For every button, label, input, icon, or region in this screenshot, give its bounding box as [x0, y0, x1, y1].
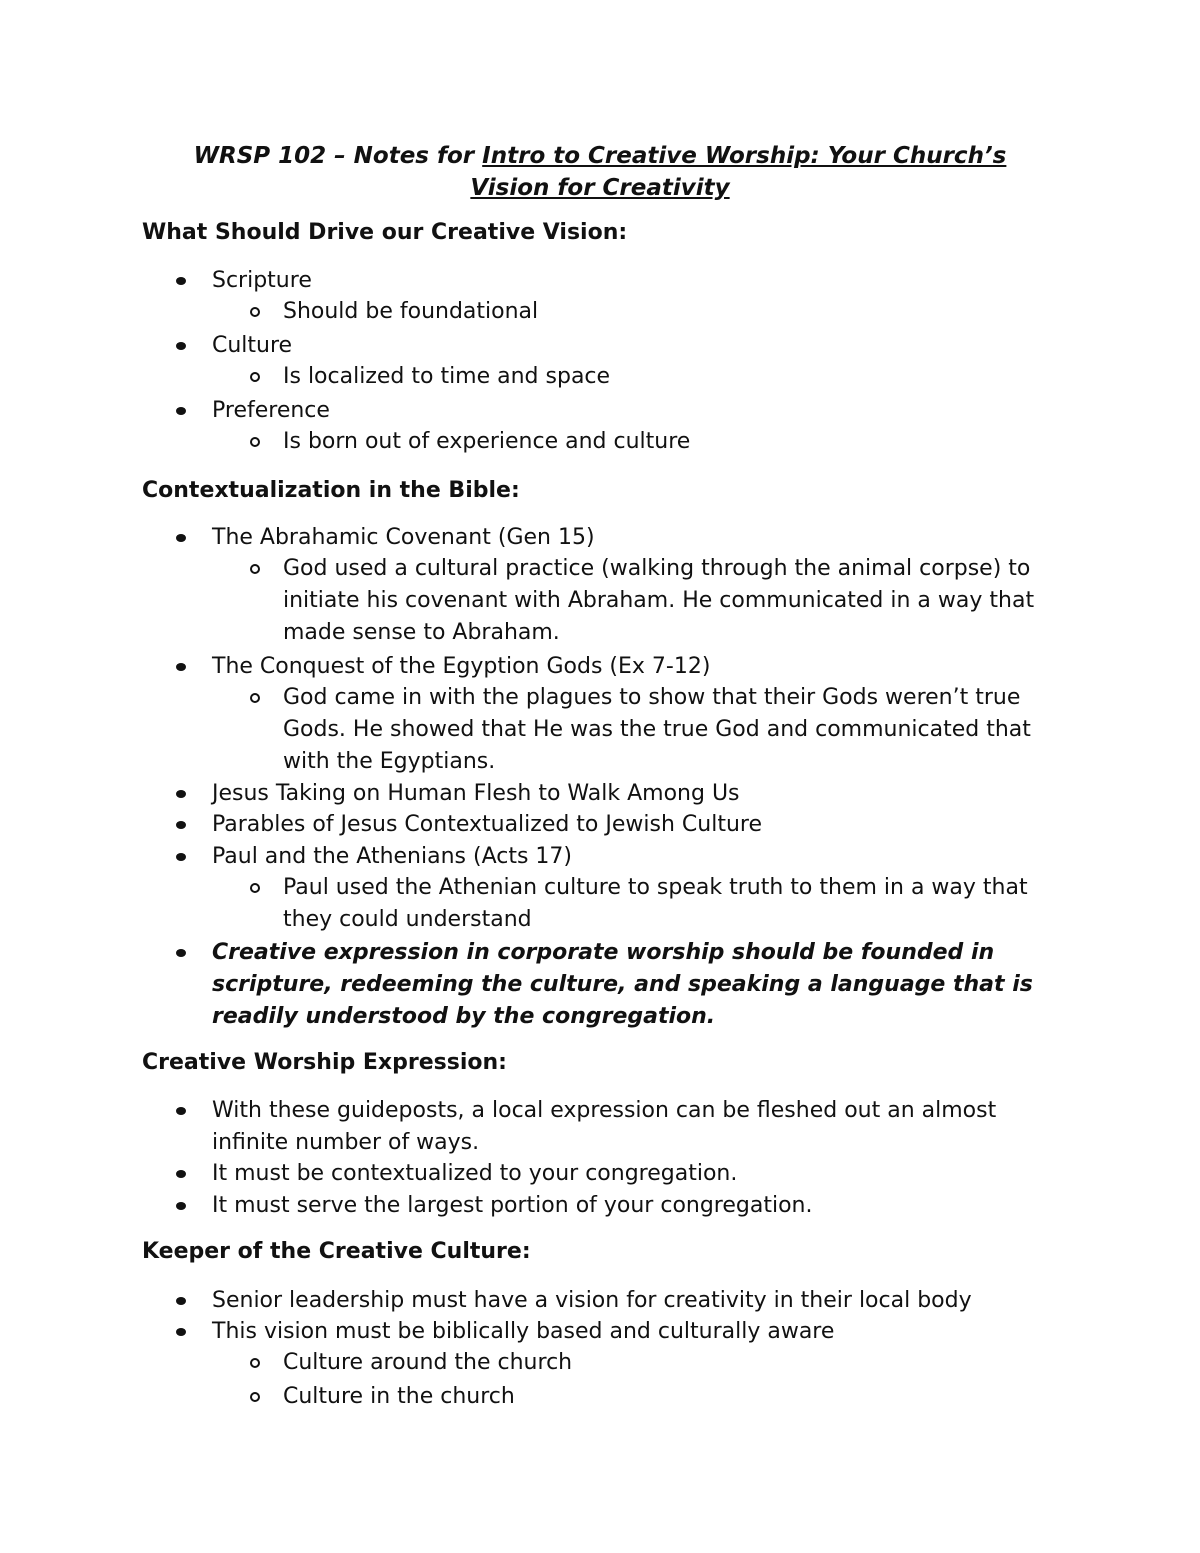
bullet-icon: [176, 1202, 186, 1210]
circle-bullet-icon: [250, 1358, 260, 1368]
circle-bullet-icon: [250, 1392, 260, 1402]
sub-list-item: Is localized to time and space: [283, 361, 1073, 393]
circle-bullet-icon: [250, 693, 260, 703]
bullet-icon: [176, 853, 186, 861]
sub-list-item: God used a cultural practice (walking through the animal corpse) to initiate his covenant with Abraham. He communicated in a way that made sense to Abraham.: [283, 553, 1073, 649]
title-underlined-line1: Intro to Creative Worship: Your Church’s: [482, 143, 1007, 169]
sub-list-item: God came in with the plagues to show that their Gods weren’t true Gods. He showed that He was the true God and communicated that with the Egyptians.: [283, 682, 1073, 778]
section-heading: Creative Worship Expression:: [142, 1050, 507, 1075]
bullet-icon: [176, 949, 186, 957]
list-item: Jesus Taking on Human Flesh to Walk Among Us: [212, 778, 1072, 810]
sub-list-item: Culture around the church: [283, 1347, 1073, 1379]
list-item: Parables of Jesus Contextualized to Jewish Culture: [212, 809, 1072, 841]
section-heading: What Should Drive our Creative Vision:: [142, 220, 628, 245]
bullet-icon: [176, 1107, 186, 1115]
section-heading: Keeper of the Creative Culture:: [142, 1239, 531, 1264]
bullet-icon: [176, 407, 186, 415]
list-item: Scripture: [212, 265, 1072, 297]
sub-list-item: Paul used the Athenian culture to speak truth to them in a way that they could understand: [283, 872, 1073, 936]
bullet-icon: [176, 342, 186, 350]
list-item: It must be contextualized to your congregation.: [212, 1158, 1072, 1190]
list-item: The Conquest of the Egyption Gods (Ex 7-12): [212, 651, 1072, 683]
bullet-icon: [176, 1297, 186, 1305]
circle-bullet-icon: [250, 564, 260, 574]
list-item-emphasis: Creative expression in corporate worship should be founded in scripture, redeeming the culture, and speaking a language that is readily understood by the congregation.: [212, 937, 1062, 1033]
page-title: [140, 140, 1060, 204]
list-item: It must serve the largest portion of your congregation.: [212, 1190, 1072, 1222]
title-prefix: WRSP 102 – Notes for: [193, 143, 483, 169]
title-underlined-line2: Vision for Creativity: [470, 175, 730, 201]
circle-bullet-icon: [250, 437, 260, 447]
circle-bullet-icon: [250, 307, 260, 317]
bullet-icon: [176, 663, 186, 671]
bullet-icon: [176, 1170, 186, 1178]
bullet-icon: [176, 790, 186, 798]
circle-bullet-icon: [250, 883, 260, 893]
section-heading: Contextualization in the Bible:: [142, 478, 520, 503]
bullet-icon: [176, 821, 186, 829]
bullet-icon: [176, 534, 186, 542]
bullet-icon: [176, 1328, 186, 1336]
list-item: Senior leadership must have a vision for creativity in their local body: [212, 1285, 1072, 1317]
sub-list-item: Is born out of experience and culture: [283, 426, 1073, 458]
list-item: Paul and the Athenians (Acts 17): [212, 841, 1072, 873]
sub-list-item: Should be foundational: [283, 296, 1073, 328]
bullet-icon: [176, 277, 186, 285]
list-item: With these guideposts, a local expression can be fleshed out an almost infinite number of ways.: [212, 1095, 1062, 1159]
sub-list-item: Culture in the church: [283, 1381, 1073, 1413]
list-item: The Abrahamic Covenant (Gen 15): [212, 522, 1072, 554]
list-item: Culture: [212, 330, 1072, 362]
list-item: This vision must be biblically based and culturally aware: [212, 1316, 1072, 1348]
circle-bullet-icon: [250, 372, 260, 382]
list-item: Preference: [212, 395, 1072, 427]
